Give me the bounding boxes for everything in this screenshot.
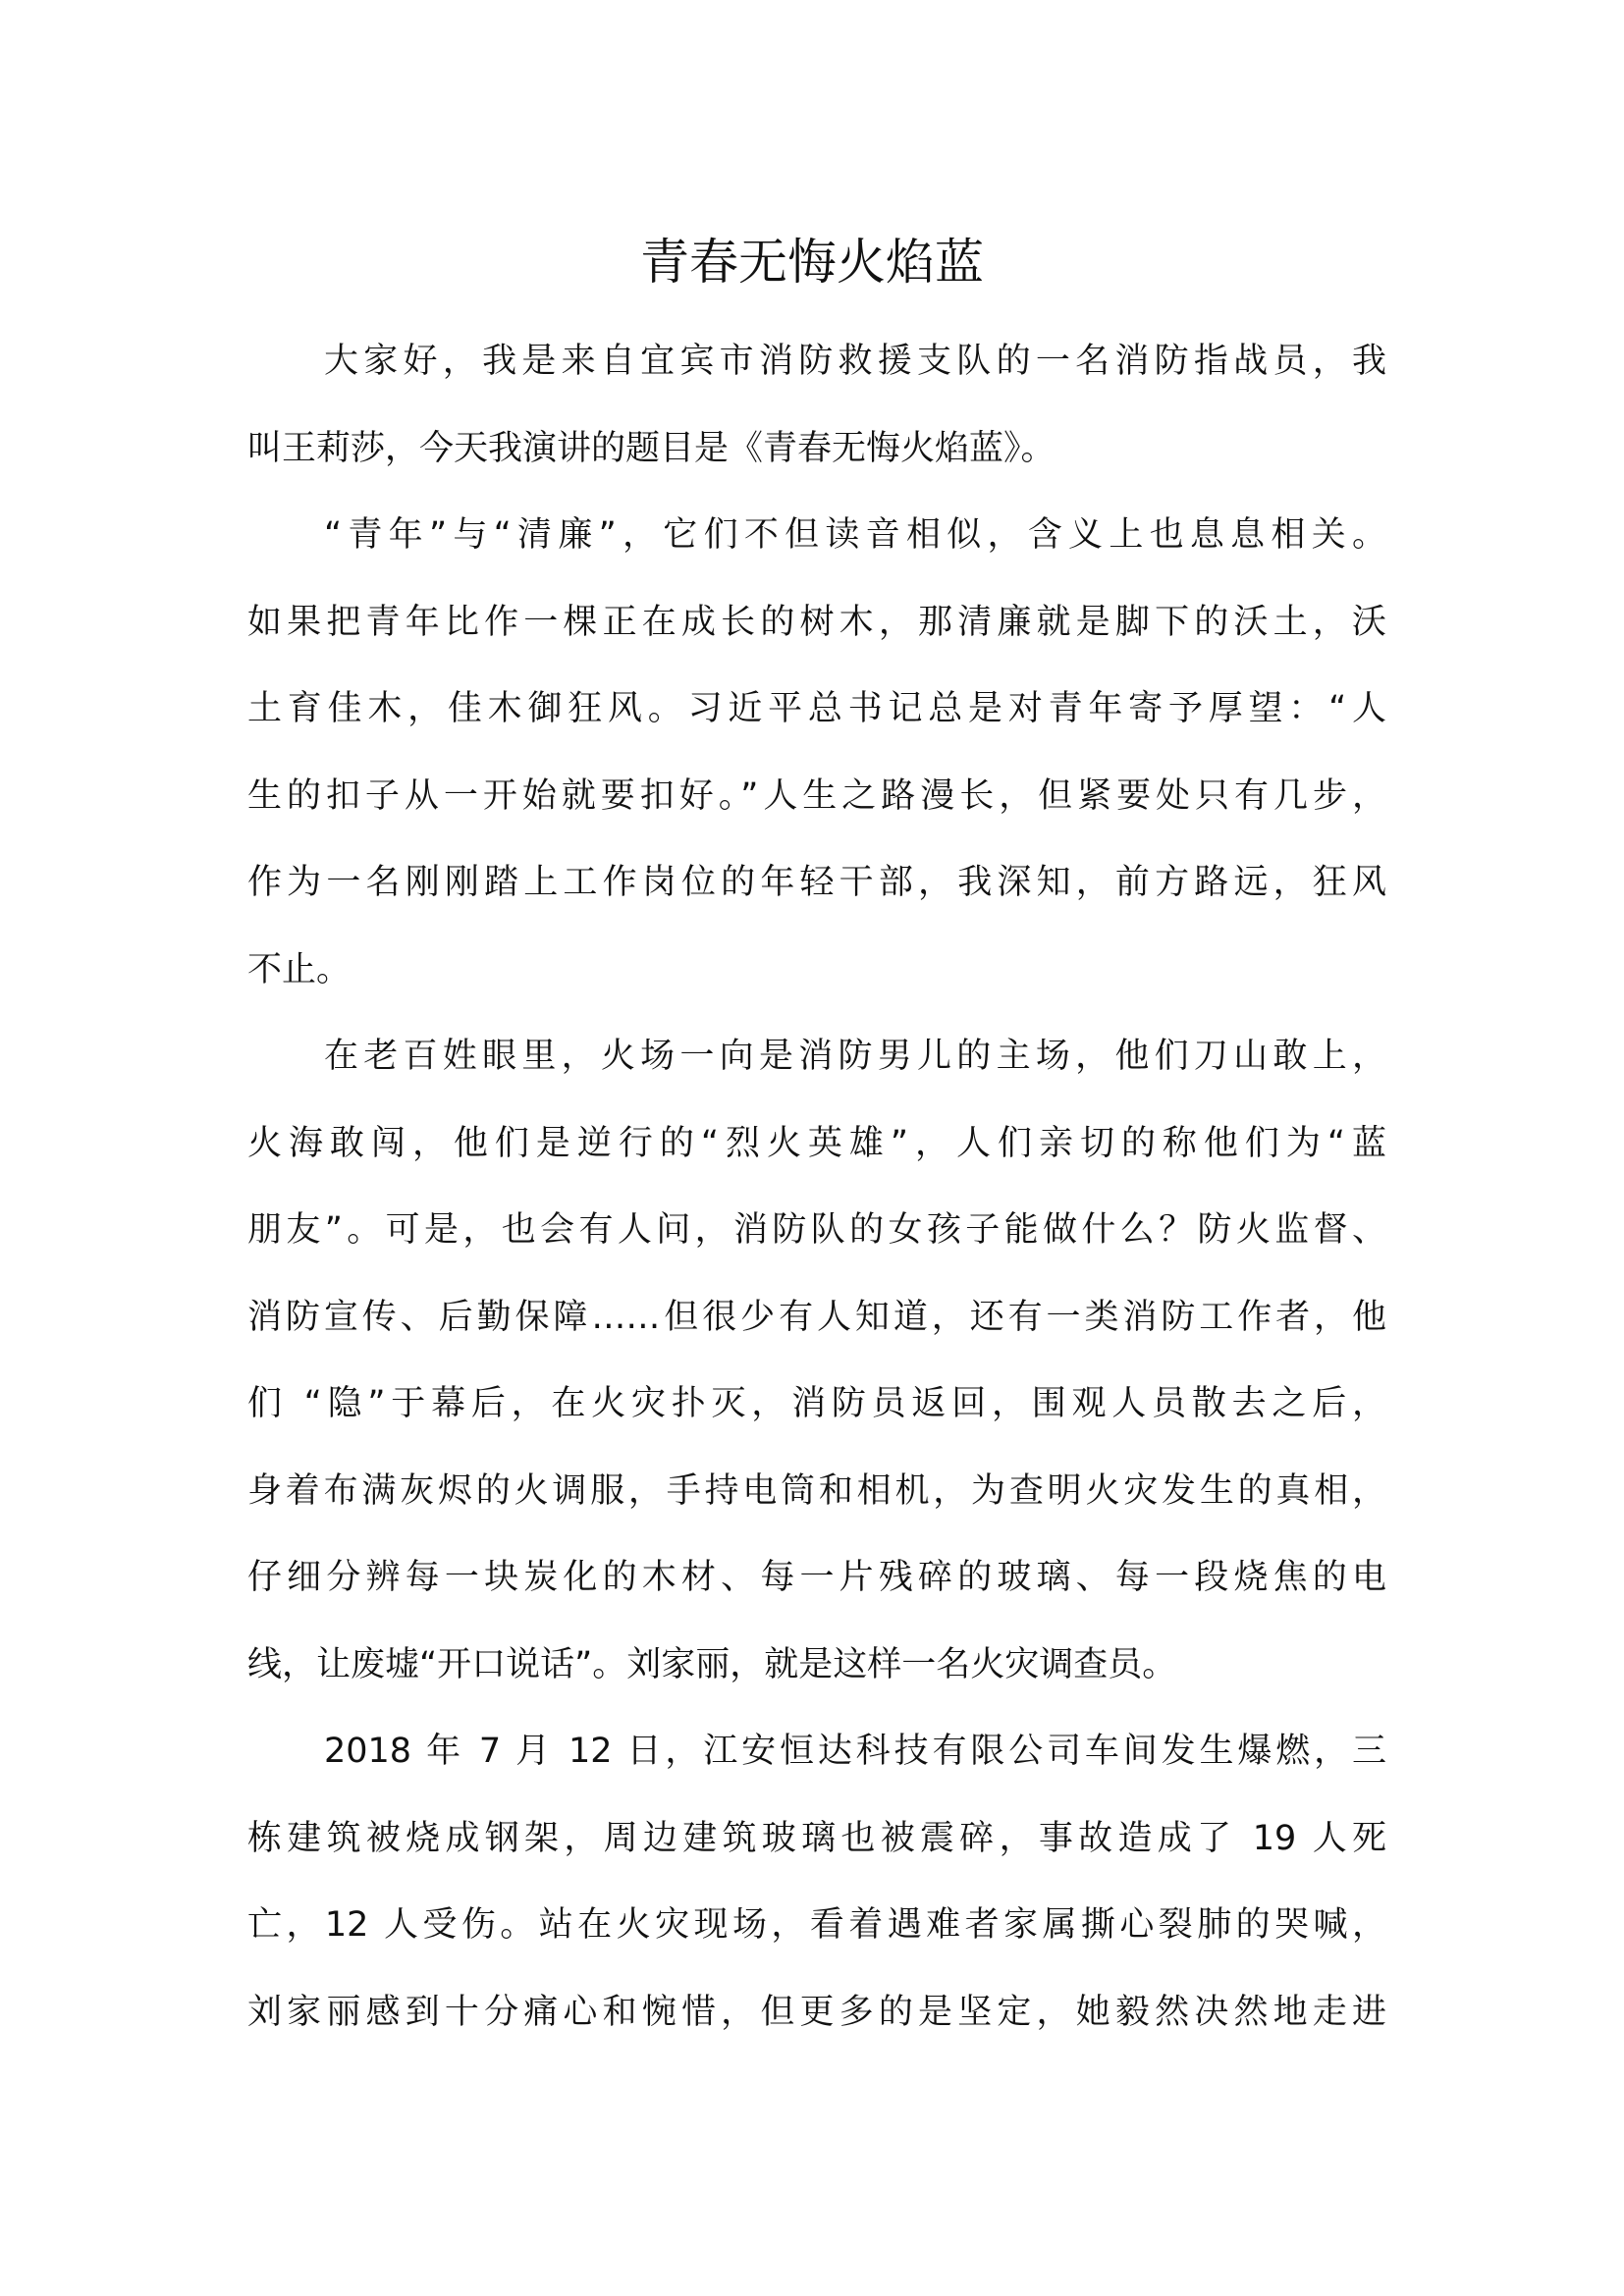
paragraph-line: 大家好，我是来自宜宾市消防救援支队的一名消防指战员，我 <box>324 342 1386 381</box>
paragraph-line: 叫王莉莎，今天我演讲的题目是《青春无悔火焰蓝》。 <box>247 428 1056 468</box>
paragraph-line: “青年”与“清廉”，它们不但读音相似，含义上也息息相关。 <box>324 515 1386 555</box>
paragraph-line: 们 “隐”于幕后，在火灾扑灭，消防员返回，围观人员散去之后， <box>247 1384 1386 1423</box>
paragraph-line: 栋建筑被烧成钢架，周边建筑玻璃也被震碎，事故造成了 19 人死 <box>247 1818 1386 1858</box>
paragraph-line: 亡，12 人受伤。站在火灾现场，看着遇难者家属撕心裂肺的哭喊， <box>247 1905 1386 1945</box>
paragraph-line: 火海敢闯，他们是逆行的“烈火英雄”，人们亲切的称他们为“蓝 <box>247 1123 1386 1163</box>
paragraph-line: 生的扣子从一开始就要扣好。”人生之路漫长，但紧要处只有几步， <box>247 775 1386 816</box>
paragraph-line: 仔细分辨每一块炭化的木材、每一片残碎的玻璃、每一段烧焦的电 <box>247 1558 1386 1597</box>
paragraph-line: 土育佳木，佳木御狂风。习近平总书记总是对青年寄予厚望：“人 <box>247 689 1386 728</box>
paragraph-line: 身着布满灰烬的火调服，手持电筒和相机，为查明火灾发生的真相， <box>247 1470 1386 1511</box>
paragraph-line: 消防宣传、后勤保障……但很少有人知道，还有一类消防工作者，他 <box>247 1297 1386 1337</box>
paragraph-line: 如果把青年比作一棵正在成长的树木，那清廉就是脚下的沃土，沃 <box>247 602 1386 642</box>
paragraph-line: 作为一名刚刚踏上工作岗位的年轻干部，我深知，前方路远，狂风 <box>247 863 1386 902</box>
document-title: 青春无悔火焰蓝 <box>640 234 984 291</box>
paragraph-line: 朋友”。可是，也会有人问，消防队的女孩子能做什么？防火监督、 <box>247 1210 1386 1250</box>
paragraph-line: 2018 年 7 月 12 日，江安恒达科技有限公司车间发生爆燃，三 <box>324 1732 1386 1771</box>
paragraph-line: 在老百姓眼里，火场一向是消防男儿的主场，他们刀山敢上， <box>324 1037 1386 1076</box>
document-body <box>247 318 1386 2056</box>
paragraph-line: 线，让废墟“开口说话”。刘家丽，就是这样一名火灾调查员。 <box>247 1644 1177 1684</box>
paragraph-line: 不止。 <box>247 949 352 989</box>
paragraph-line: 刘家丽感到十分痛心和惋惜，但更多的是坚定，她毅然决然地走进 <box>247 1992 1386 2032</box>
